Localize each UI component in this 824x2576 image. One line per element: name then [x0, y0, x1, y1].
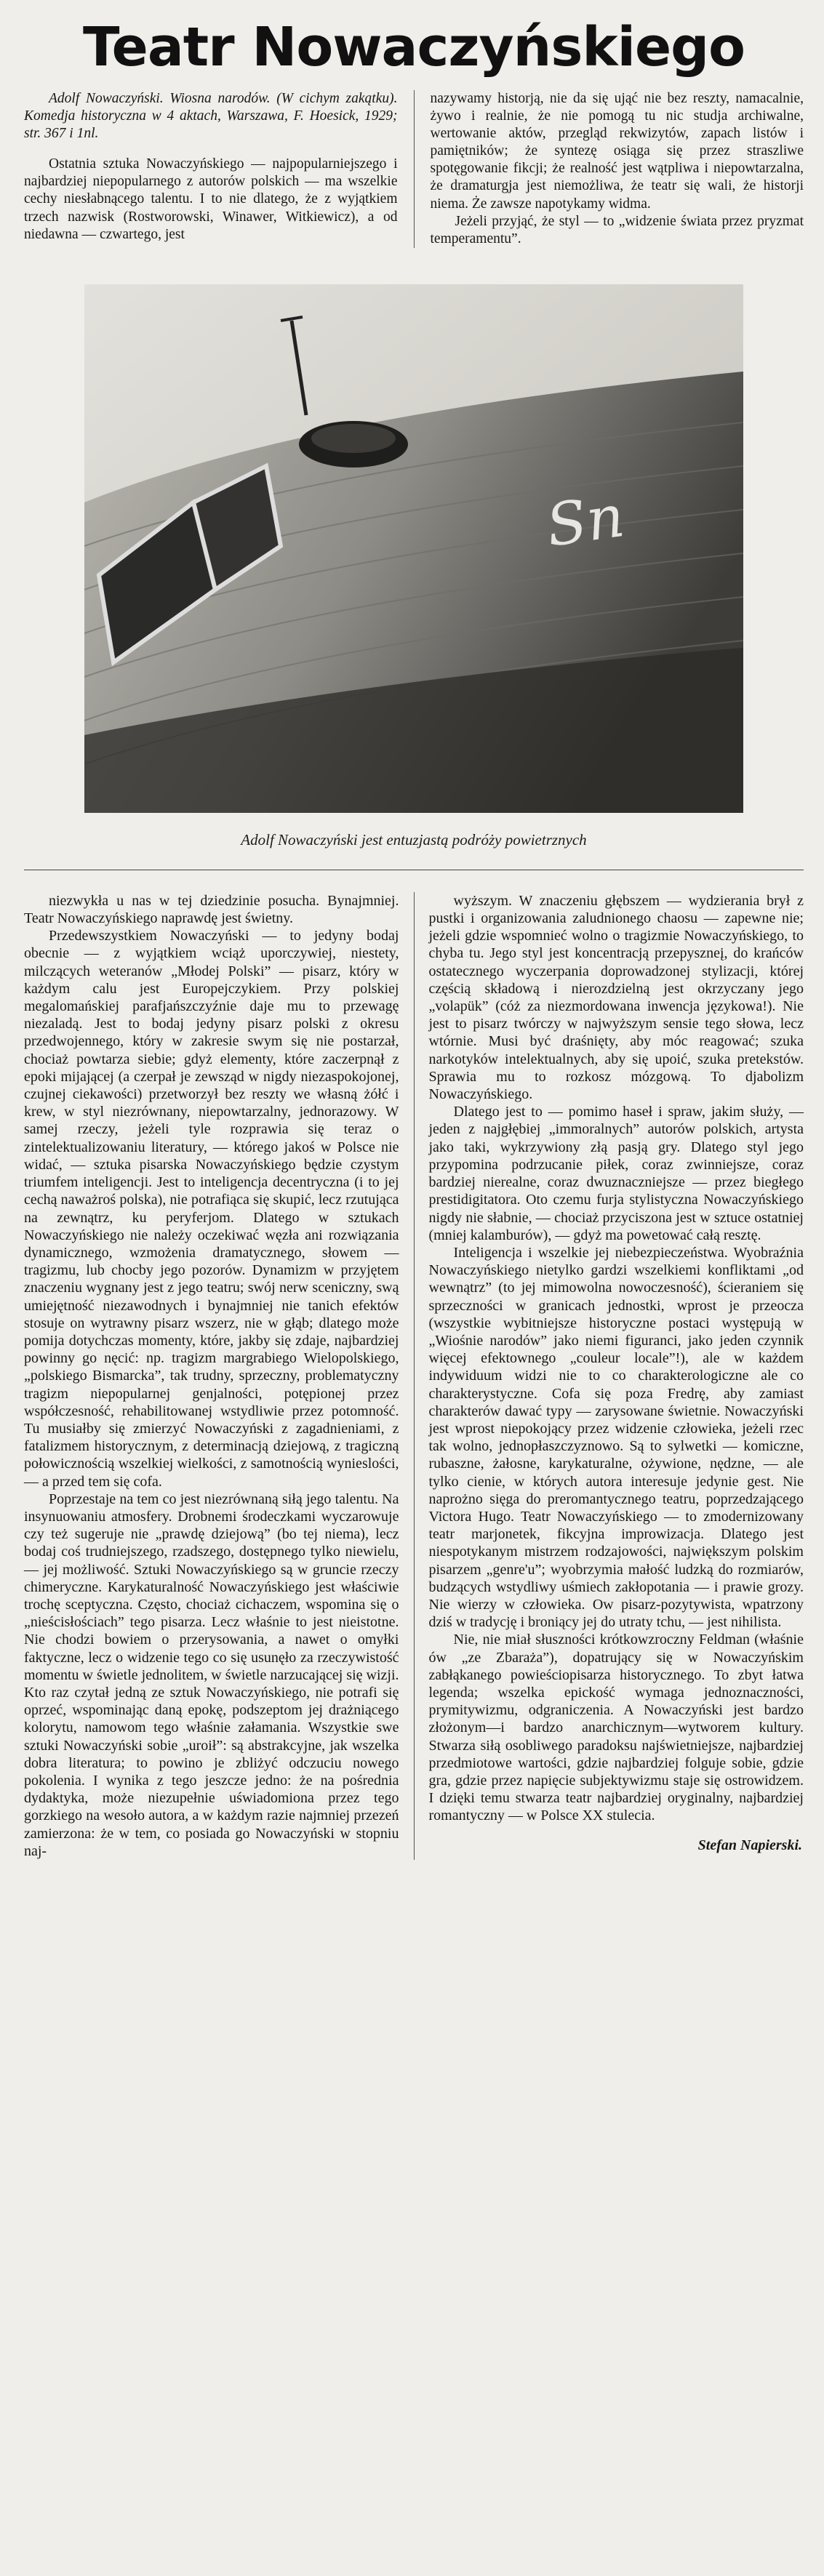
body-right-column — [429, 892, 804, 1860]
intro-paragraph: nazywamy historją, nie da się ująć nie bez reszty, namacalnie, żywo i realnie, że nie pomogą tu nic studja archiwalne, wertowanie aktów, przegląd rekwizytów, zapach listów i pamiętników; że syntezę osiąga się przez straszliwe spotęgowanie fikcji; że realność jest wątpliwa i niepowtarzalna, że dramaturgja jest niemożliwa, że teatr się wali, że historji niema. Że zawsze napotykamy widma. — [430, 91, 804, 212]
column-divider — [414, 892, 415, 1860]
book-reference: Adolf Nowaczyński. Wiosna narodów. (W cichym zakątku). Komedja historyczna w 4 aktach, Warszawa, F. Hoesick, 1929; str. 367 i 1nl. — [24, 91, 398, 142]
column-divider — [414, 90, 415, 248]
airplane-photo — [84, 284, 743, 813]
airplane-image — [84, 284, 743, 813]
photo-block — [84, 284, 743, 849]
body-paragraph: Inteligencja i wszelkie jej niebezpieczeństwa. Wyobraźnia Nowaczyńskiego nietylko gardzi wszelkiemi konfliktami „od wewnątrz” (to jej mimowolna nowoczesność), ścieraniem się sprzeczności w granicach jednostki, wprost je przeocza (wszystkie wybitniejsze historyczne postaci występują w „Wiośnie narodów” jako niemi figuranci, jako jeden czynnik więcej efektownego „couleur locale”!), ale w każdem indywiduum widzi nie to co charakterologiczne ale co charakterystyczne. Cofa się poza Fredrę, aby zamiast charakterów dawać typy — zarysowane świetnie. Nowaczyński jest wprost niepokojący przez widzenie człowieka, jeżeli rzec tak wolno, jednopłaszczyznowo. Są to sylwetki — komiczne, rubaszne, żałosne, karykaturalne, ożywione, nędzne, — ale tylko cienie, w których autora interesuje jedynie gest. Nie naprożno sięga do preromantycznego teatru, poprzedzającego Victora Hugo. Teatr Nowaczyńskiego — to zmodernizowany teatr marjonetek, fikcyjna improwizacja. Dlatego jest niespotykanym mistrzem rodzajowości, największym polskim pisarzem „genre'u”; wyobrzymia małość ludzką do rozmiarów, budzących wstydliwy uśmiech zakłopotania — i prawie grozy. Nie wierzy w człowieka. Ow pisarz-pozytywista, wpatrzony dziś w tradycję i broniący jej do utraty tchu, — jest nihilista. — [428, 1244, 804, 1631]
body-paragraph: Przedewszystkiem Nowaczyński — to jedyny bodaj obecnie — z wyjątkiem wciąż uporczywiej, niestety, milczących weteranów „Młodej Polski” — pisarz, który w każdym calu jest Europejczykiem. Przy polskiej megalomańskiej parafjańszczyźnie daje mu to przewagę niezaladą. Jest to bodaj jedyny pisarz polski z okresu przedwojennego, który w zakresie swym się nie postarzał, chociaż powtarza siebie; gdyż elementy, które zaczerpnął z epoki mijającej (a czerpał je zewsząd w nigdy niezaspokojonej, czujnej ciekawości) przetworzył bez reszty we własną żółć i krew, w styl niezrównany, niepowtarzalny, jednorazowy. W samej rzeczy, jeżeli tyle rozprawia się teraz o zintelektualizowaniu literatury, — którego jakoś w Polsce nie widać, — sztuka pisarska Nowaczyńskiego będzie czystym triumfem inteligencji. Jest to inteligencja decentryczna (i to jej cechą naważroś polska), nie potrafiąca się skupić, lecz rzutująca na zewnątrz, ku peryferjom. Dlatego w sztukach Nowaczyńskiego nie należy oczekiwać węzła ani rozwiązania dynamicznego, wzmożenia dramatycznego, słowem — tragizmu, lub chocby jego pozorów. Dynamizm w przyjętem znaczeniu wygnany jest z jego teatru; swój nerw sceniczny, swą umiejętność niezawodnych i bynajmniej nie tanich efektów stosuje on wytrawny pisarz wszerz, nie w głąb; dlatego może pomija dotychczas momenty, które, jakby się zdaje, najbardziej powinny go nęcić: np. tragizm margrabiego Wielopolskiego, „polskiego Bismarcka”, tak trudny, sprzeczny, problematyczny tragizm niepopularnej genjalności, potępionej przez współczesność, rehabilitowanej wstydliwie przez potomność. Tu musiałby się zmierzyć Nowaczyński z zagadnieniami, z fatalizmem historycznym, z determinacją dziejową, z tragiczną połowicznością wszelkiej wielkości, z samotnością wynieslości, — a przed tem się cofa. — [24, 928, 399, 1490]
body-paragraph: Dlatego jest to — pomimo haseł i spraw, jakim służy, — jeden z najgłębiej „immoralnych” autorów polskich, artysta jako taki, wykrzywiony złą pasją gry. Dlatego styl jego przypomina podrzucanie piłek, coraz zwinniejsze, coraz bardziej nierealne, coraz dwuznaczniejsze — przez biegłego prestidigitatora. Oto czemu furja stylistyczna Nowaczyńskiego nigdy nie słabnie, — chociaż przyciszona jest w sztuce ostatniej (mniej kalamburów), — gdyż ma powetować całą resztę. — [428, 1104, 804, 1243]
fuselage-marking: Sn — [542, 481, 628, 560]
intro-paragraph: Jeżeli przyjąć, że styl — to „widzenie świata przez pryzmat temperamentu”. — [430, 213, 804, 246]
intro-columns — [24, 90, 804, 248]
photo-caption: Adolf Nowaczyński jest entuzjastą podróży powietrznych — [241, 830, 587, 848]
body-paragraph: Nie, nie miał słuszności krótkowzroczny Feldman (właśnie ów „ze Zbaraża”), dopatrujący się w Nowaczyńskim zabłąkanego powieściopisarza historycznego. To zbyt łatwa legenda; wszelka epickość wymaga jednoznaczności, prymitywizmu, odgraniczenia. A Nowaczyński jest bardzo złożonym—i bardzo anarchicznym—wytworem kultury. Stwarza siłą osobliwego paradoksu najświetniejsze, najbardziej przedmiotowe wartości, gdzie najbardziej folguje sobie, gdzie gra, gdzie przez napięcie subjektywizmu staje się ostrowidzem. I dzięki temu stwarza teatr najbardziej oryginalny, najbardziej romantyczny — w Polsce XX stulecia. — [428, 1632, 804, 1824]
body-columns — [24, 892, 804, 1860]
article-title: Teatr Nowaczyńskiego — [83, 16, 745, 79]
intro-paragraph: Ostatnia sztuka Nowaczyńskiego — najpopularniejszego i najbardziej niepopularnego z autorów polskich — ma wszelkie cechy niesłabnącego talentu. I to nie dlatego, że z wyjątkiem trzech nazwisk (Rostworowski, Winawer, Witkiewicz), a od niedawna — czwartego, jest — [24, 156, 398, 242]
author-signature: Stefan Napierski. — [697, 1837, 802, 1853]
intro-left-column — [24, 90, 398, 248]
body-paragraph: wyższym. W znaczeniu głębszem — wydzierania brył z pustki i organizowania zaludnionego chaosu — zapewne nie; jeżeli gdzie wspomnieć wolno o tragizmie Nowaczyńskiego, to chyba tu. Jego styl jest koncentracją przepyszneį, do krańców ostatecznego wyczerpania doprowadzonej stylizacji, której częścią składową i nierozdzielną jest okrzyczany jego „volapük” (cóż za niezmordowana inwencja językowa!). Nie jest to pisarz twórczy w najwyższym sensie tego słowa, lecz wtórnie. Musi być draśnięty, aby móc reagować; szuka narkotyków intelektualnych, aby się upoić, szuka pretekstów. Sprawia mu to rozkosz mózgową. To djabolizm Nowaczyńskiego. — [428, 892, 804, 1103]
body-paragraph: niezwykła u nas w tej dziedzinie posucha. Bynajmniej. Teatr Nowaczyńskiego naprawdę jest świetny. — [24, 892, 399, 927]
body-paragraph: Poprzestaje na tem co jest niezrównaną siłą jego talentu. Na insynuowaniu atmosfery. Drobnemi środeczkami wyczarowuje czy też sugeruje nie „prawdę dziejową” (bo tej niema), lecz bodaj coś trudniejszego, rzadszego, dostępnego tylko niewielu, — jej możliwość. Sztuki Nowaczyńskiego są w gruncie rzeczy chimeryczne. Karykaturalność Nowaczyńskiego jest właściwie trochę sceptyczna. Często, chociaż cichaczem, wspomina się o „nieścisłościach” tego pisarza. Lecz właśnie to jest nieistotne. Nie chodzi bowiem o przerysowania, a nawet o omyłki faktyczne, lecz o widzenie tego co się usunęło za rzeczywistość momentu w świetle jednolitem, w świetle narzucającej się wizji. Kto raz czytał jedną ze sztuk Nowaczyńskiego, nie potrafi się oprzeć, wspominając daną epokę, podszeptom jej drażniącego kolorytu, namowom tego właśnie załamania. Wszystkie swe sztuki Nowaczyński sobie „uroił”: są abstrakcyjne, jak wszelka dobra literatura; to powino je zbliżyć odczuciu nowego pokolenia. I wynika z tego jeszcze jedno: że na pośrednia dydaktyka, może niezupełnie uświadomiona przez tego gorzkiego na wesoło autora, a w każdym razie najmniej przezeń zamierzona: że w tem, co posiada go Nowaczyński w stopniu naj- — [24, 1490, 399, 1859]
body-left-column — [24, 892, 399, 1860]
intro-right-column — [431, 90, 804, 248]
